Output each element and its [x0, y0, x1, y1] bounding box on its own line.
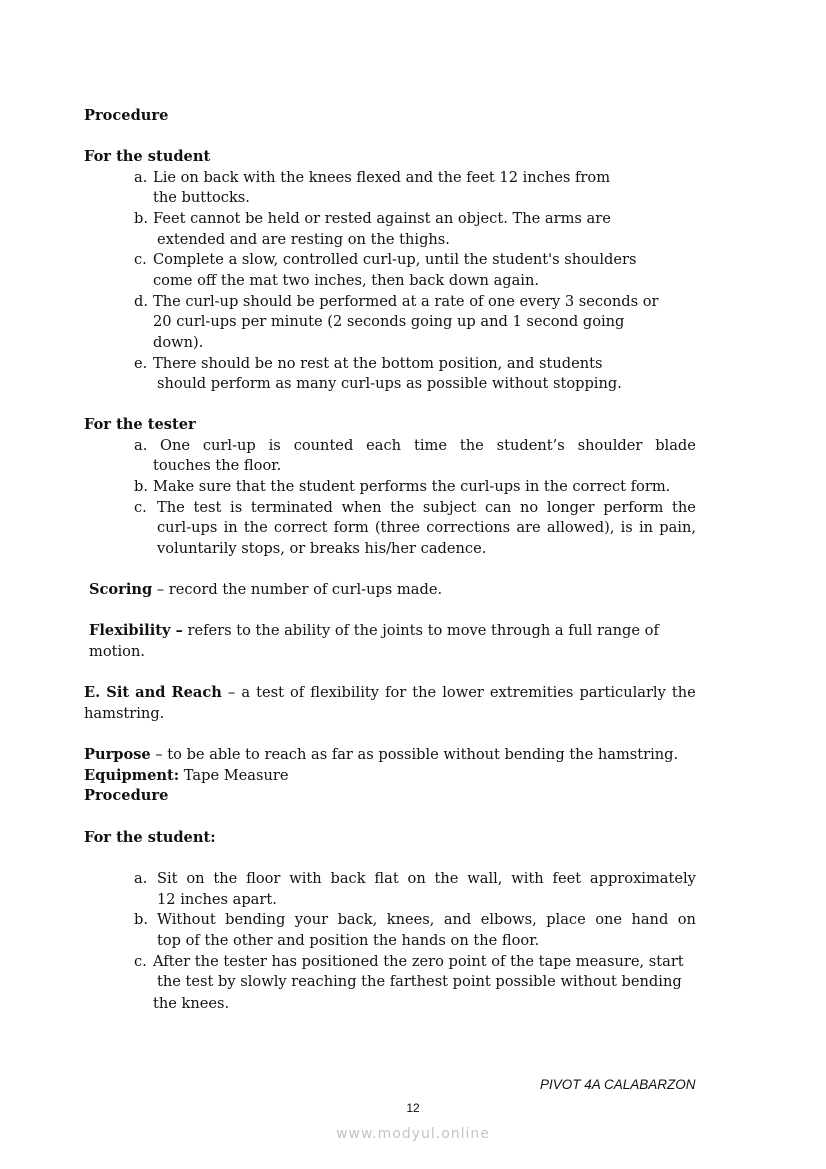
text-fragment: the: [434, 870, 459, 887]
list-item-text: [160, 436, 696, 456]
text-fragment: the: [459, 437, 484, 454]
text-fragment: the: [671, 684, 696, 701]
text-fragment: particularly: [579, 684, 666, 701]
text-fragment: counted: [293, 437, 354, 454]
list-item-text: The curl-up should be performed at a rate of one every 3 seconds or: [153, 293, 659, 310]
text-fragment: form: [333, 519, 369, 536]
scoring-text: – record the number of curl-ups made.: [152, 581, 443, 598]
text-fragment: can: [484, 499, 512, 516]
text-fragment: allowed),: [546, 519, 615, 536]
flexibility-paragraph: [89, 621, 659, 641]
list-item-text: Make sure that the student performs the curl-ups in the correct form.: [153, 478, 671, 495]
text-fragment: student’s: [496, 437, 565, 454]
flexibility-label: Flexibility –: [89, 622, 183, 639]
text-fragment: elbows,: [480, 911, 537, 928]
list-item-marker: b.: [134, 478, 148, 495]
text-fragment: longer: [546, 499, 595, 516]
text-fragment: one: [595, 911, 623, 928]
text-fragment: the: [243, 519, 268, 536]
text-fragment: shoulder: [577, 437, 643, 454]
for-the-student-heading: For the student: [84, 148, 211, 165]
list-item-marker: a.: [134, 437, 148, 454]
text-fragment: bending: [225, 911, 286, 928]
list-item-marker: c.: [134, 251, 147, 268]
list-item-text: the knees.: [153, 995, 230, 1012]
procedure-heading: Procedure: [84, 107, 169, 124]
text-fragment: your: [294, 911, 329, 928]
list-item-text: [157, 869, 696, 889]
text-fragment: the: [672, 499, 696, 516]
text-fragment: place: [546, 911, 586, 928]
for-the-student-heading: For the student:: [84, 829, 216, 846]
for-the-tester-heading: For the tester: [84, 416, 196, 433]
list-item-text: extended and are resting on the thighs.: [157, 231, 450, 248]
text-fragment: with: [289, 870, 322, 887]
sit-and-reach-text: hamstring.: [84, 705, 165, 722]
text-fragment: E.: [84, 684, 101, 701]
list-item-text: There should be no rest at the bottom position, and students: [153, 355, 603, 372]
text-fragment: curl-ups: [157, 519, 218, 536]
page-number: 12: [406, 1101, 420, 1115]
text-fragment: is: [620, 519, 633, 536]
footer-label: PIVOT 4A CALABARZON: [540, 1077, 696, 1092]
text-fragment: with: [511, 870, 544, 887]
text-fragment: blade: [655, 437, 696, 454]
list-item-text: touches the floor.: [153, 457, 282, 474]
list-item-text: top of the other and position the hands on the floor.: [157, 932, 540, 949]
list-item-marker: e.: [134, 355, 148, 372]
flexibility-text: motion.: [89, 643, 145, 660]
list-item-marker: a.: [134, 169, 148, 186]
list-item-marker: d.: [134, 293, 148, 310]
text-fragment: Sit: [106, 684, 130, 701]
text-fragment: flexibility: [310, 684, 379, 701]
text-fragment: the: [412, 684, 437, 701]
list-item-text: down).: [153, 334, 204, 351]
text-fragment: Without: [157, 911, 216, 928]
text-fragment: are: [516, 519, 541, 536]
scoring-label: Scoring: [89, 581, 153, 598]
text-fragment: time: [413, 437, 447, 454]
text-fragment: correct: [273, 519, 328, 536]
list-item-text: should perform as many curl-ups as possible without stopping.: [157, 375, 622, 392]
text-fragment: hand: [631, 911, 669, 928]
flexibility-text: refers to the ability of the joints to move through a full range of: [182, 622, 659, 639]
text-fragment: and: [443, 911, 472, 928]
list-item-marker: a.: [134, 870, 148, 887]
purpose-text: – to be able to reach as far as possible without bending the hamstring.: [150, 746, 679, 763]
text-fragment: flat: [374, 870, 399, 887]
text-fragment: (three: [374, 519, 421, 536]
equipment-paragraph: [84, 766, 289, 786]
list-item-text: Feet cannot be held or rested against an object. The arms are: [153, 210, 611, 227]
text-fragment: subject: [422, 499, 477, 516]
list-item-marker: b.: [134, 210, 148, 227]
text-fragment: Sit: [157, 870, 178, 887]
equipment-text: Tape Measure: [179, 767, 289, 784]
list-item-text: the buttocks.: [153, 189, 250, 206]
text-fragment: back,: [337, 911, 378, 928]
list-item-marker: c.: [134, 953, 147, 970]
text-fragment: knees,: [386, 911, 435, 928]
list-item-text: [157, 498, 696, 518]
text-fragment: each: [366, 437, 402, 454]
watermark: www.modyul.online: [336, 1126, 490, 1142]
text-fragment: the: [390, 499, 415, 516]
list-item-text: 12 inches apart.: [157, 891, 277, 908]
text-fragment: test: [193, 499, 222, 516]
text-fragment: on: [677, 911, 696, 928]
text-fragment: feet: [552, 870, 582, 887]
text-fragment: corrections: [426, 519, 511, 536]
text-fragment: terminated: [250, 499, 333, 516]
list-item-marker: b.: [134, 911, 148, 928]
text-fragment: back: [330, 870, 366, 887]
text-fragment: curl-up: [202, 437, 256, 454]
text-fragment: –: [227, 684, 236, 701]
purpose-paragraph: [84, 745, 678, 765]
text-fragment: and: [135, 684, 166, 701]
text-fragment: pain,: [659, 519, 696, 536]
sit-and-reach-paragraph: [84, 683, 696, 703]
list-item-text: [157, 518, 696, 538]
text-fragment: test: [256, 684, 284, 701]
text-fragment: is: [230, 499, 243, 516]
procedure-heading: Procedure: [84, 787, 169, 804]
text-fragment: Reach: [171, 684, 222, 701]
equipment-label: Equipment:: [84, 767, 180, 784]
text-fragment: in: [223, 519, 238, 536]
list-item-text: [157, 910, 696, 930]
text-fragment: for: [385, 684, 407, 701]
text-fragment: on: [186, 870, 205, 887]
text-fragment: floor: [246, 870, 281, 887]
scoring-paragraph: [89, 580, 442, 600]
list-item-text: come off the mat two inches, then back down again.: [153, 272, 540, 289]
list-item-text: After the tester has positioned the zero point of the tape measure, start: [153, 953, 684, 970]
list-item-text: the test by slowly reaching the farthest point possible without bending: [157, 973, 682, 990]
text-fragment: is: [268, 437, 281, 454]
text-fragment: when: [341, 499, 382, 516]
list-item-marker: c.: [134, 499, 147, 516]
text-fragment: One: [160, 437, 190, 454]
text-fragment: extremities: [489, 684, 574, 701]
list-item-text: 20 curl-ups per minute (2 seconds going up and 1 second going: [153, 313, 625, 330]
text-fragment: the: [213, 870, 238, 887]
text-fragment: a: [241, 684, 251, 701]
text-fragment: approximately: [589, 870, 696, 887]
list-item-text: Complete a slow, controlled curl-up, until the student's shoulders: [153, 251, 637, 268]
text-fragment: in: [638, 519, 654, 536]
text-fragment: perform: [603, 499, 664, 516]
text-fragment: of: [290, 684, 305, 701]
text-fragment: no: [519, 499, 539, 516]
text-fragment: wall,: [467, 870, 503, 887]
text-fragment: lower: [442, 684, 484, 701]
text-fragment: on: [407, 870, 426, 887]
text-fragment: The: [157, 499, 185, 516]
purpose-label: Purpose: [84, 746, 151, 763]
list-item-text: voluntarily stops, or breaks his/her cadence.: [157, 540, 487, 557]
list-item-text: Lie on back with the knees flexed and the feet 12 inches from: [153, 169, 611, 186]
